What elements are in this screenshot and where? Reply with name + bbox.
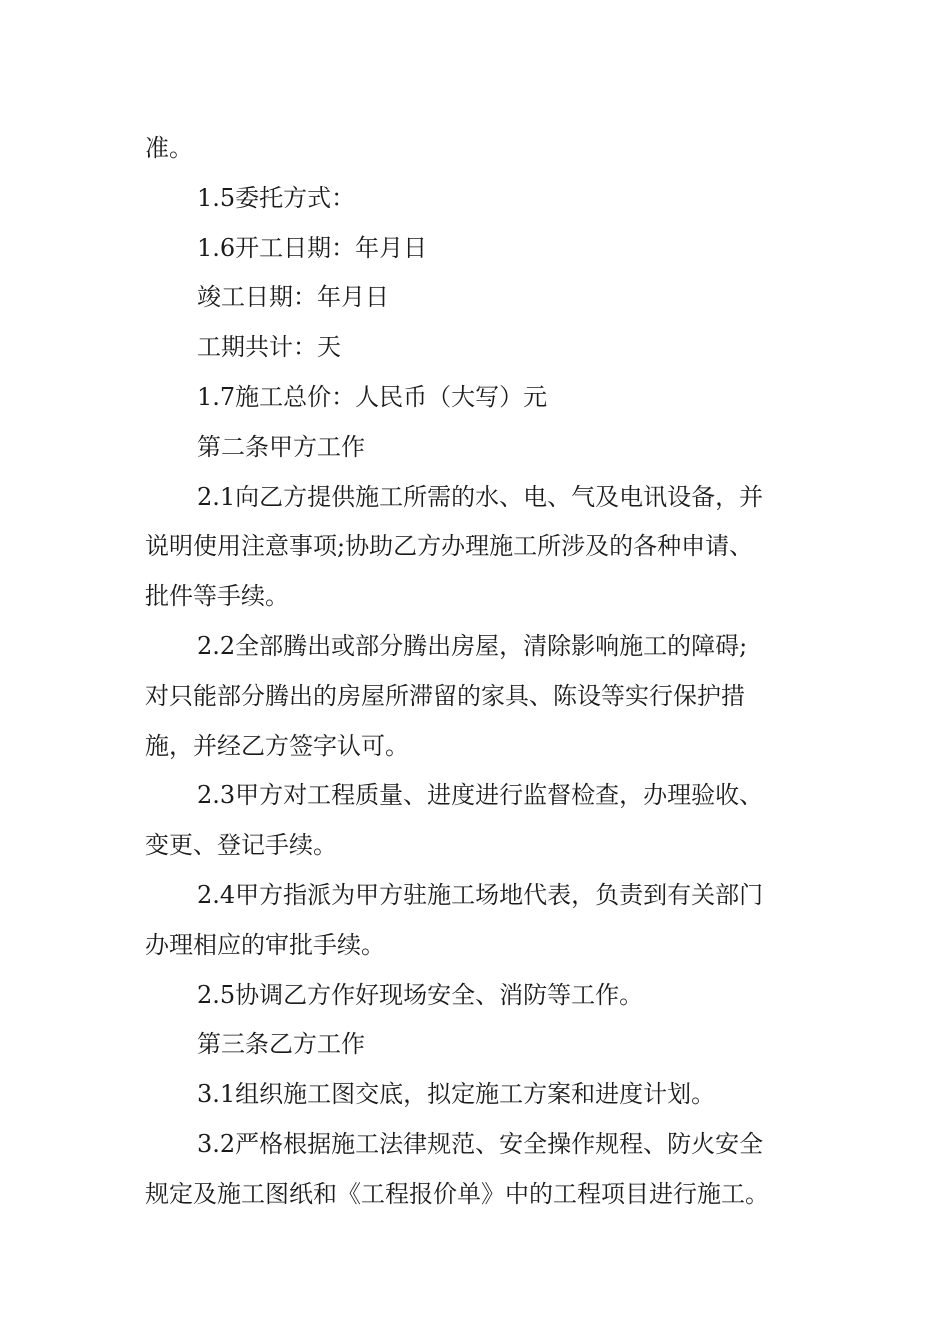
- text-line: 2.3甲方对工程质量、进度进行监督检查，办理验收、: [197, 781, 764, 810]
- text-line: 1.5委托方式：: [197, 183, 356, 212]
- text-line: 1.6开工日期：年月日: [197, 233, 428, 262]
- section-heading: 第二条甲方工作: [197, 432, 365, 461]
- text-line: 2.1向乙方提供施工所需的水、电、气及电讯设备，并: [197, 482, 764, 511]
- text-line: 规定及施工图纸和《工程报价单》中的工程项目进行施工。: [145, 1179, 769, 1208]
- text-line: 办理相应的审批手续。: [145, 930, 385, 959]
- text-line: 对只能部分腾出的房屋所滞留的家具、陈设等实行保护措: [145, 681, 745, 710]
- text-line: 施，并经乙方签字认可。: [145, 731, 409, 760]
- text-line: 变更、登记手续。: [145, 831, 337, 860]
- text-line: 2.2全部腾出或部分腾出房屋，清除影响施工的障碍;: [197, 631, 748, 660]
- text-line: 1.7施工总价：人民币（大写）元: [197, 382, 548, 411]
- text-line: 准。: [145, 134, 193, 162]
- text-line: 3.2严格根据施工法律规范、安全操作规程、防火安全: [197, 1129, 764, 1158]
- text-line: 竣工日期：年月日: [197, 283, 389, 312]
- text-line: 说明使用注意事项;协助乙方办理施工所涉及的各种申请、: [145, 532, 754, 561]
- text-line: 工期共计：天: [197, 333, 341, 362]
- section-heading: 第三条乙方工作: [197, 1030, 365, 1059]
- text-line: 3.1组织施工图交底，拟定施工方案和进度计划。: [197, 1080, 716, 1109]
- text-line: 2.4甲方指派为甲方驻施工场地代表，负责到有关部门: [197, 880, 764, 909]
- text-line: 2.5协调乙方作好现场安全、消防等工作。: [197, 980, 644, 1009]
- text-line: 批件等手续。: [145, 582, 289, 611]
- document-body: [145, 124, 805, 1220]
